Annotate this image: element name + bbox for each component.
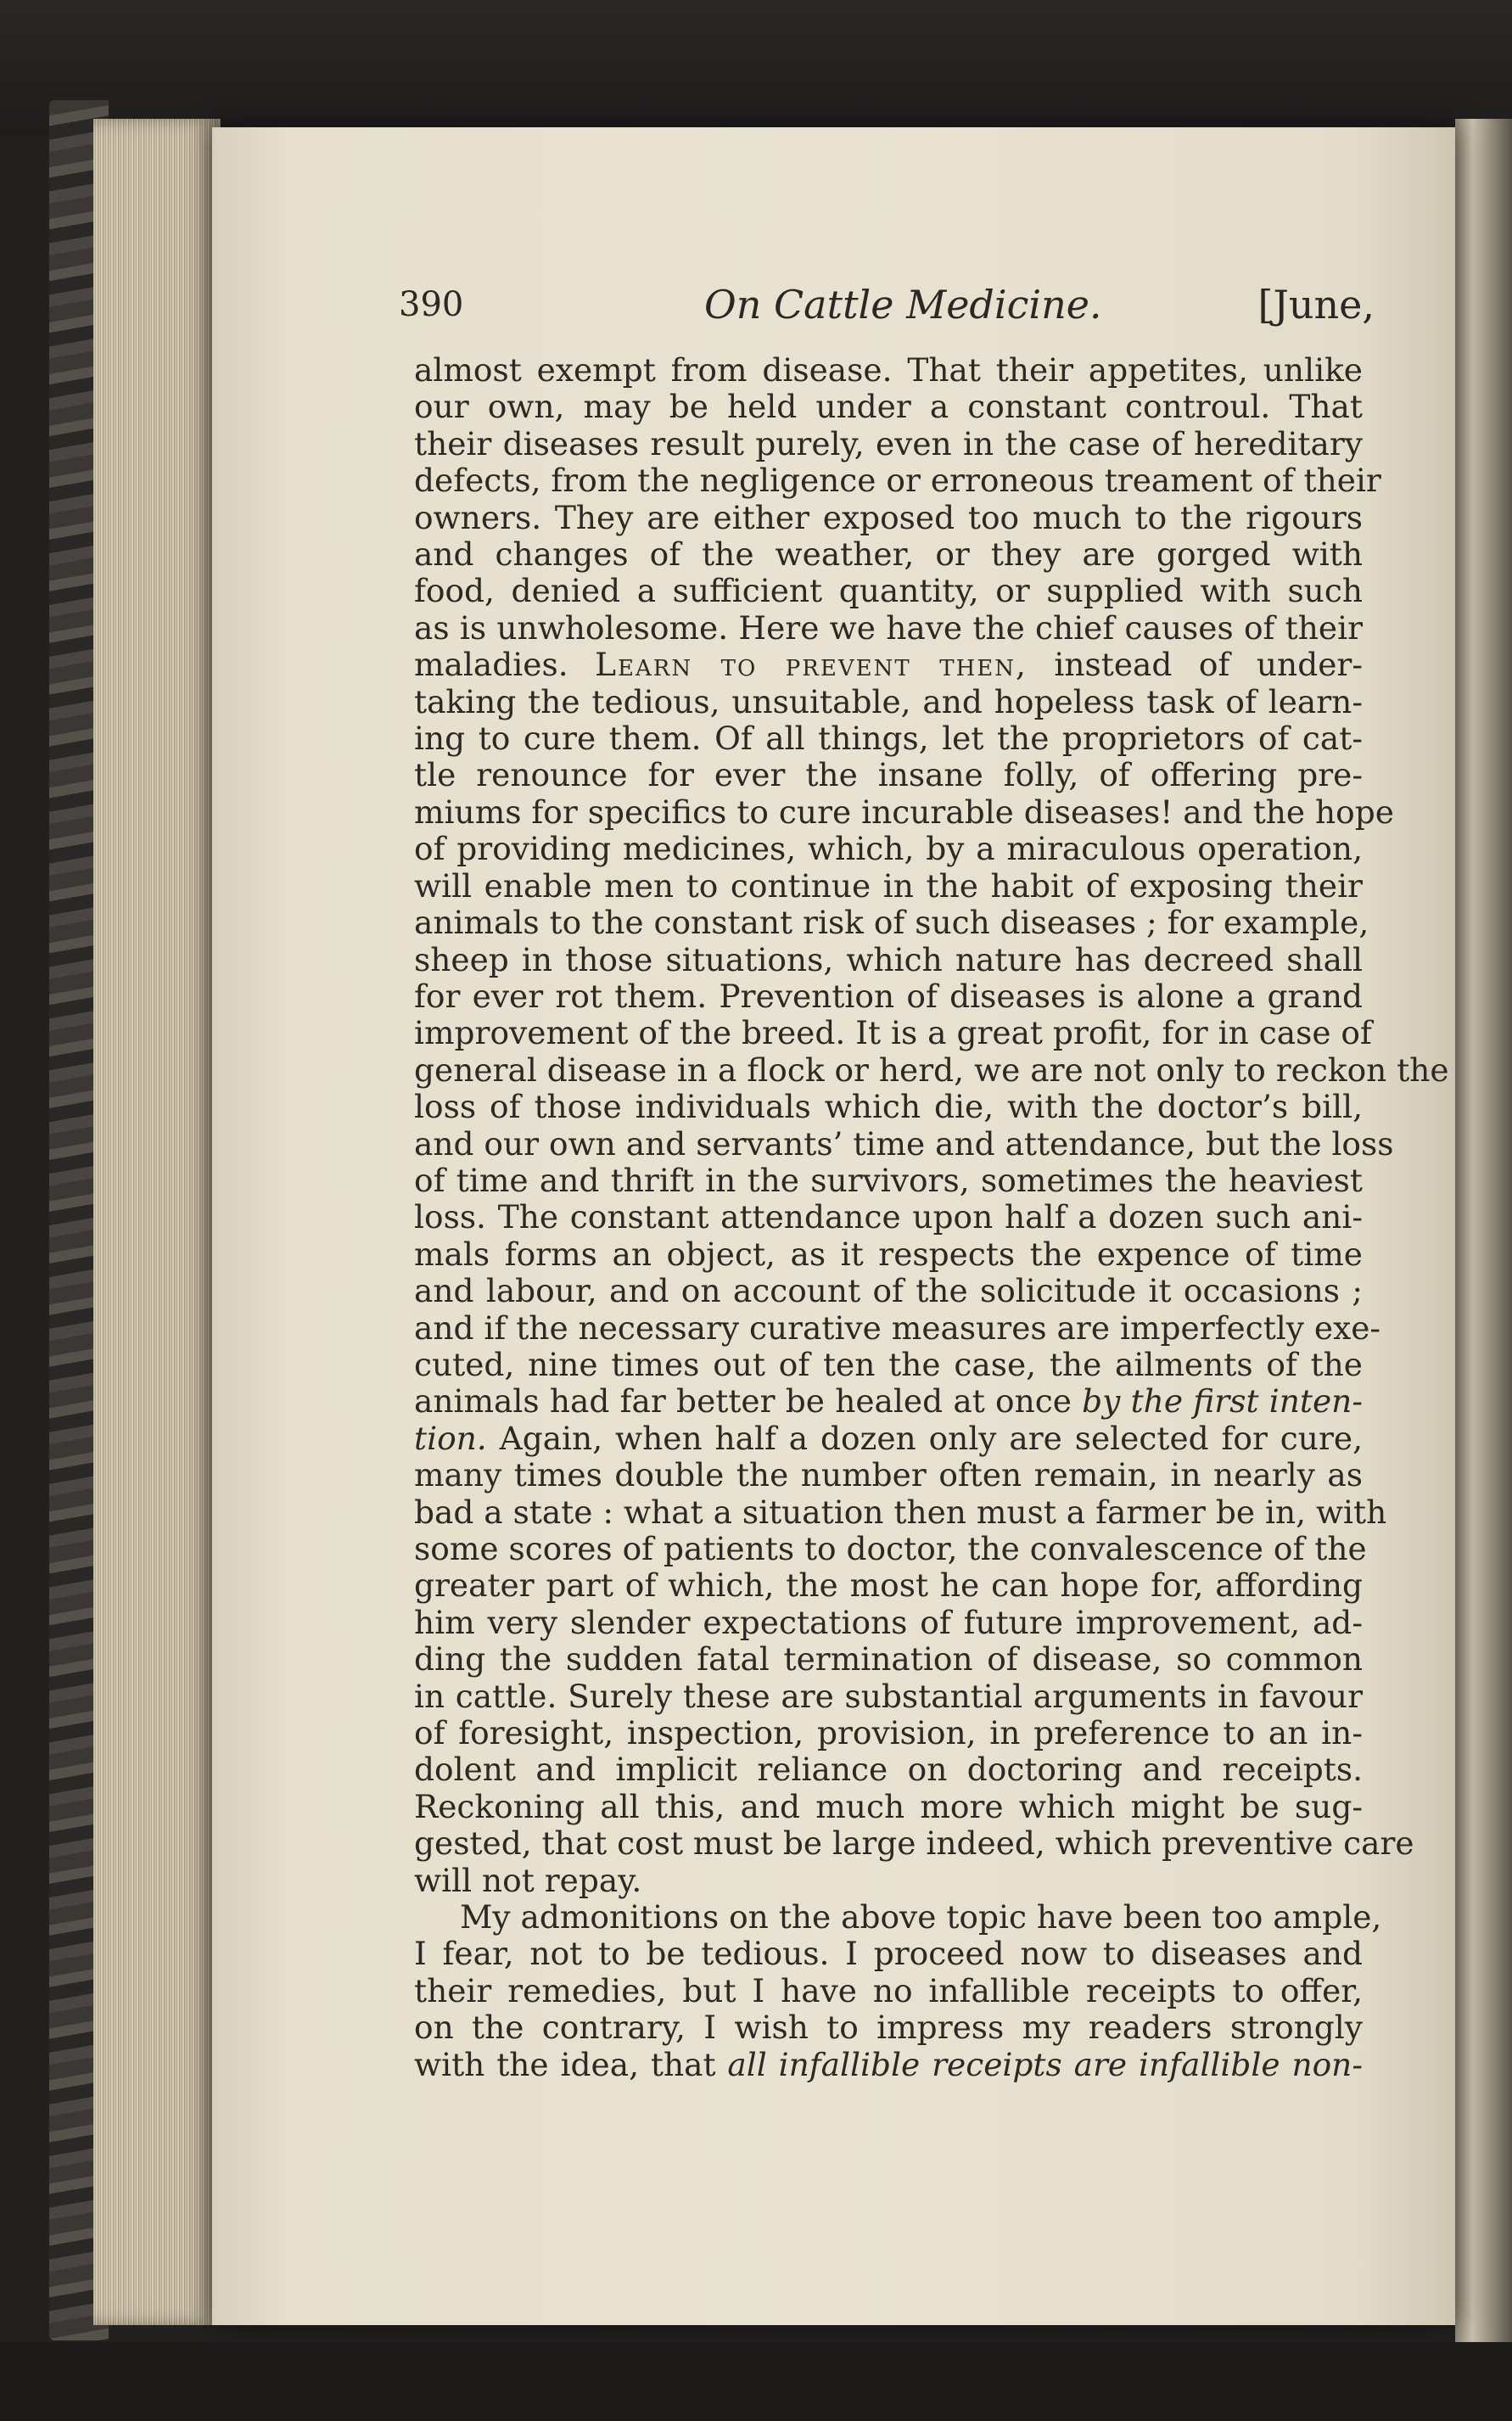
line-text: mals forms an object, as it respects the expence of time: [414, 1235, 1363, 1273]
text-line: [414, 1898, 1382, 1936]
text-line: [414, 1678, 1363, 1715]
line-text: in cattle. Surely these are substantial arguments in favour: [414, 1677, 1363, 1715]
line-text: their remedies, but I have no infallible receipts to offer,: [414, 1971, 1363, 2009]
line-text: improvement of the breed. It is a great profit, for in case of: [414, 1014, 1372, 1052]
line-text: food, denied a sufficient quantity, or supplied with such: [414, 572, 1363, 610]
line-text: some scores of patients to doctor, the convalescence of the: [414, 1530, 1367, 1567]
italic-text: all infallible receipts are infallible non-: [727, 2045, 1363, 2083]
line-text: ding the sudden fatal termination of disease, so common: [414, 1640, 1363, 1678]
line-text: animals to the constant risk of such diseases ; for example,: [414, 904, 1369, 942]
text-line: [414, 1641, 1363, 1678]
line-text: ing to cure them. Of all things, let the proprietors of cat-: [414, 720, 1363, 758]
text-line: [414, 462, 1381, 500]
text-line: [414, 1751, 1363, 1788]
text-line: [414, 831, 1363, 867]
text-line: [414, 1309, 1381, 1347]
running-header: [399, 282, 1375, 341]
line-text: loss of those individuals which die, with the doctor’s bill,: [414, 1088, 1363, 1126]
line-text: My admonitions on the above topic have been too ample,: [460, 1898, 1382, 1936]
page-edge-right: [1455, 119, 1512, 2342]
text-line: [414, 757, 1363, 793]
text-line: [414, 1421, 1363, 1457]
line-text: greater part of which, the most he can hope for, affording: [414, 1566, 1363, 1605]
text-line: [414, 1530, 1367, 1567]
line-text: him very slender expectations of future improvement, ad-: [414, 1603, 1363, 1641]
text-line: [414, 1089, 1363, 1125]
background-bottom: [0, 2342, 1512, 2421]
text-line: [414, 500, 1363, 536]
line-text: on the contrary, I wish to impress my readers strongly: [414, 2009, 1363, 2047]
text-line: [414, 536, 1363, 573]
text-line: [414, 1715, 1363, 1751]
italic-text: by the first inten-: [1082, 1382, 1363, 1421]
text-line: [414, 647, 1363, 683]
line-text: will enable men to continue in the habit of exposing their: [414, 866, 1363, 905]
text-line: [414, 1973, 1363, 2009]
text-line: [414, 868, 1363, 905]
line-text: almost exempt from disease. That their appetites, unlike: [414, 351, 1363, 389]
text-line: [414, 389, 1363, 425]
small-caps-text: Learn to prevent then,: [595, 646, 1028, 684]
line-text: and if the necessary curative measures are imperfectly exe-: [414, 1309, 1381, 1347]
line-text: general disease in a flock or herd, we are not only to reckon the: [414, 1051, 1449, 1089]
text-line: [414, 2047, 1363, 2083]
line-text: of foresight, inspection, provision, in preference to an in-: [414, 1714, 1363, 1752]
text-line: [414, 352, 1363, 389]
line-text: and our own and servants’ time and attendance, but the loss: [414, 1124, 1394, 1163]
text-line: [414, 1347, 1363, 1383]
text-line: [414, 1124, 1394, 1163]
text-line: [414, 1824, 1414, 1863]
line-text: and labour, and on account of the solicitude it occasions ;: [414, 1272, 1363, 1310]
line-text: will not repay.: [414, 1861, 642, 1899]
text-line: [414, 2009, 1363, 2046]
text-line: [414, 610, 1363, 647]
line-text: I fear, not to be tedious. I proceed now to diseases and: [414, 1935, 1363, 1973]
line-text: maladies.: [414, 646, 596, 684]
text-line: [414, 720, 1363, 757]
text-line: [414, 793, 1394, 831]
line-text: sheep in those situations, which nature has decreed shall: [414, 940, 1363, 978]
line-text: with the idea, that: [414, 2045, 728, 2083]
text-line: [414, 1014, 1372, 1052]
text-line: [414, 1567, 1363, 1604]
text-line: [414, 904, 1369, 942]
line-text: cuted, nine times out of ten the case, the ailments of the: [414, 1345, 1363, 1383]
line-text: loss. The constant attendance upon half a dozen such ani-: [414, 1198, 1363, 1236]
line-text: many times double the number often remain, in nearly as: [414, 1456, 1363, 1494]
line-text: their diseases result purely, even in the case of hereditary: [414, 424, 1363, 462]
text-line: [414, 1199, 1363, 1236]
text-line: [414, 1457, 1363, 1494]
line-text: of time and thrift in the survivors, sometimes the heaviest: [414, 1161, 1363, 1199]
text-line: [414, 1051, 1449, 1089]
line-text: Reckoning all this, and much more which might be sug-: [414, 1787, 1363, 1825]
line-text: our own, may be held under a constant controul. That: [414, 388, 1363, 426]
line-text: animals had far better be healed at once: [414, 1382, 1083, 1421]
text-line: [414, 978, 1363, 1015]
line-text: defects, from the negligence or erroneous treament of their: [414, 462, 1381, 500]
text-line: [414, 942, 1363, 978]
running-title: On Cattle Medicine.: [704, 282, 1102, 328]
text-line: [414, 426, 1363, 462]
line-text: dolent and implicit reliance on doctoring and receipts.: [414, 1751, 1363, 1789]
line-text: taking the tedious, unsuitable, and hopeless task of learn-: [414, 682, 1363, 720]
line-text: as is unwholesome. Here we have the chief causes of their: [414, 608, 1363, 647]
line-text: of providing medicines, which, by a miraculous operation,: [414, 830, 1363, 868]
text-line: [414, 684, 1363, 720]
body-text: [414, 351, 1449, 2083]
text-line: [414, 1605, 1363, 1641]
text-line: [414, 573, 1363, 609]
page-edges-left: [93, 119, 221, 2325]
text-line: [414, 1863, 1363, 1899]
line-text: for ever rot them. Prevention of diseases is alone a grand: [414, 977, 1363, 1015]
text-line: [414, 1936, 1363, 1972]
text-line: [414, 1273, 1363, 1309]
line-text: and changes of the weather, or they are gorged with: [414, 535, 1363, 574]
line-text: bad a state : what a situation then must a farmer be in, with: [414, 1493, 1387, 1531]
italic-text: tion.: [414, 1419, 487, 1457]
text-line: [414, 1493, 1387, 1531]
text-line: [414, 1236, 1363, 1273]
page-number: 390: [399, 285, 464, 324]
background: [0, 0, 1512, 136]
line-text: miums for specifics to cure incurable diseases! and the hope: [414, 793, 1394, 831]
text-line: [414, 1163, 1363, 1199]
line-text: owners. They are either exposed too much to the rigours: [414, 498, 1363, 536]
line-text: instead of under-: [1027, 646, 1363, 684]
running-header-month: [June,: [1257, 282, 1375, 328]
line-text: gested, that cost must be large indeed, which preventive care: [414, 1824, 1414, 1863]
text-line: [414, 1383, 1363, 1420]
line-text: tle renounce for ever the insane folly, of offering pre-: [414, 756, 1363, 794]
text-line: [414, 1789, 1363, 1825]
line-text: Again, when half a dozen only are selected for cure,: [486, 1419, 1363, 1457]
